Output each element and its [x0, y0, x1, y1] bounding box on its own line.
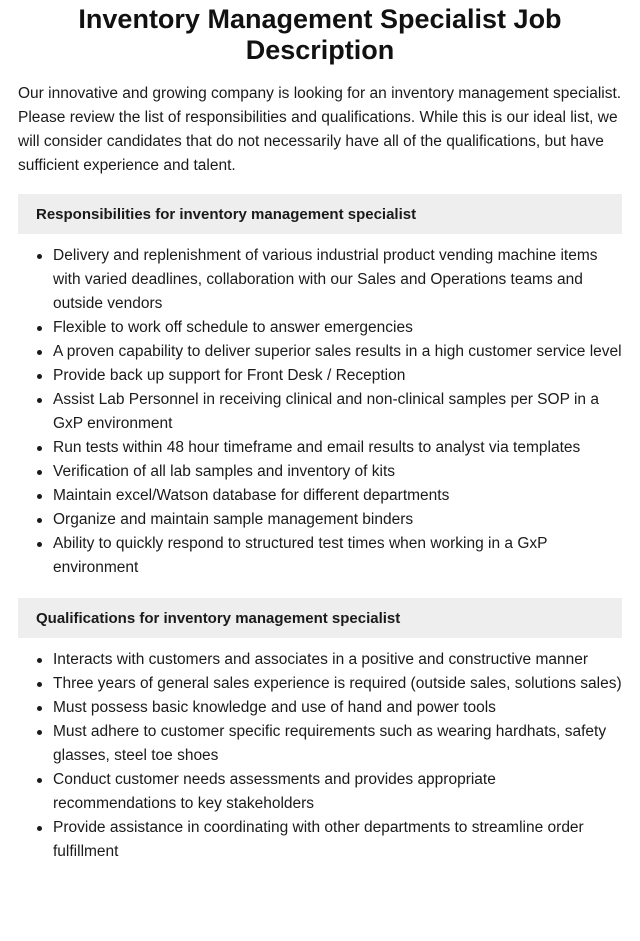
bullet-icon [37, 254, 42, 259]
list-item [18, 672, 622, 696]
qualifications-header [18, 598, 622, 638]
responsibilities-list [18, 244, 622, 580]
responsibilities-heading: Responsibilities for inventory management specialist [36, 205, 417, 223]
list-item-text: Must adhere to customer specific requirements such as wearing hardhats, safety glasses, steel toe shoes [53, 723, 607, 764]
list-item [18, 388, 622, 436]
list-item-text: Three years of general sales experience is required (outside sales, solutions sales) [53, 675, 622, 692]
list-item [18, 648, 622, 672]
bullet-icon [37, 682, 42, 687]
bullet-icon [37, 398, 42, 403]
bullet-icon [37, 730, 42, 735]
list-item-text: Must possess basic knowledge and use of hand and power tools [53, 699, 496, 716]
qualifications-heading: Qualifications for inventory management specialist [36, 609, 401, 627]
list-item-text: Run tests within 48 hour timeframe and email results to analyst via templates [53, 439, 581, 456]
bullet-icon [37, 326, 42, 331]
qualifications-list [18, 648, 622, 864]
list-item-text: Maintain excel/Watson database for different departments [53, 487, 450, 504]
bullet-icon [37, 470, 42, 475]
list-item [18, 816, 622, 864]
list-item-text: Delivery and replenishment of various industrial product vending machine items with varied deadlines, collaboration with our Sales and Operations teams and outside vendors [53, 247, 598, 312]
list-item [18, 460, 622, 484]
list-item [18, 316, 622, 340]
bullet-icon [37, 658, 42, 663]
list-item [18, 532, 622, 580]
list-item [18, 508, 622, 532]
list-item [18, 340, 622, 364]
list-item-text: Ability to quickly respond to structured test times when working in a GxP environment [53, 535, 548, 576]
bullet-icon [37, 778, 42, 783]
bullet-icon [37, 542, 42, 547]
bullet-icon [37, 446, 42, 451]
list-item-text: Provide back up support for Front Desk / Reception [53, 367, 406, 384]
list-item-text: Interacts with customers and associates in a positive and constructive manner [53, 651, 589, 668]
list-item [18, 244, 622, 316]
bullet-icon [37, 518, 42, 523]
list-item-text: Provide assistance in coordinating with other departments to streamline order fulfillment [53, 819, 584, 860]
bullet-icon [37, 706, 42, 711]
list-item [18, 696, 622, 720]
bullet-icon [37, 350, 42, 355]
list-item [18, 364, 622, 388]
list-item [18, 768, 622, 816]
list-item-text: Conduct customer needs assessments and provides appropriate recommendations to key stakeholders [53, 771, 496, 812]
responsibilities-header [18, 194, 622, 234]
list-item-text: Assist Lab Personnel in receiving clinical and non-clinical samples per SOP in a GxP environment [53, 391, 599, 432]
bullet-icon [37, 374, 42, 379]
list-item [18, 720, 622, 768]
page-title: Inventory Management Specialist Job Description [78, 4, 562, 65]
list-item-text: Flexible to work off schedule to answer emergencies [53, 319, 413, 336]
list-item-text: Organize and maintain sample management binders [53, 511, 414, 528]
list-item-text: Verification of all lab samples and inventory of kits [53, 463, 396, 480]
bullet-icon [37, 826, 42, 831]
bullet-icon [37, 494, 42, 499]
intro-paragraph: Our innovative and growing company is looking for an inventory management specialist. Please review the list of responsibilities and qualifications. While this is our ideal list, we will consider candidates that do not necessarily have all of the qualifications, but have sufficient experience and talent. [18, 85, 622, 174]
list-item [18, 484, 622, 508]
list-item-text: A proven capability to deliver superior sales results in a high customer service level [53, 343, 622, 360]
list-item [18, 436, 622, 460]
